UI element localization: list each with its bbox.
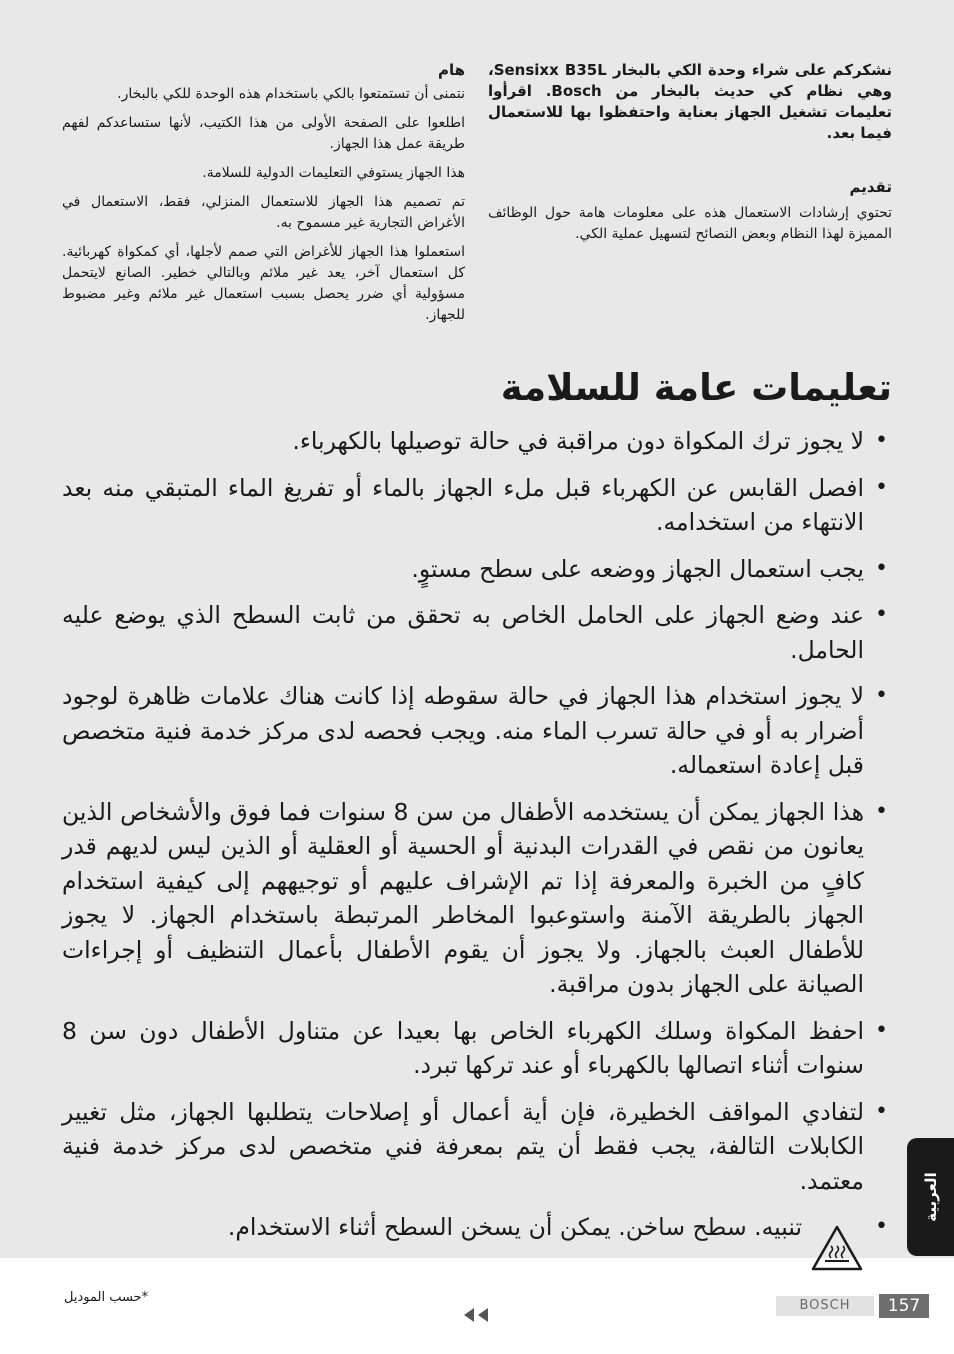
preface-heading: تقديم — [849, 178, 892, 196]
preface-text: تحتوي إرشادات الاستعمال هذه على معلومات هامة حول الوظائف المميزة لهذا النظام وبعض النصائح لتسهيل عملية الكي. — [488, 205, 892, 242]
page-number: 157 — [879, 1294, 929, 1318]
intro-column — [488, 60, 892, 245]
important-note: هذا الجهاز يستوفي التعليمات الدولية للسلامة. — [202, 165, 465, 181]
safety-list — [62, 424, 892, 1257]
model-footnote: *حسب الموديل — [64, 1290, 149, 1305]
hot-surface-warning-item — [62, 1210, 892, 1245]
important-note: تم تصميم هذا الجهاز للاستعمال المنزلي، فقط، الاستعمال في الأغراض التجارية غير مسموح به. — [62, 194, 465, 231]
hot-surface-warning-icon — [810, 1224, 864, 1272]
intro-text: نشكركم على شراء وحدة الكي بالبخار Sensixx B35L، وهي نظام كي حديث بالبخار من Bosch. اقرأوا تعليمات تشغيل الجهاز بعناية واحتفظوا بها للاستعمال فيما بعد. — [488, 61, 892, 142]
important-note: استعملوا هذا الجهاز للأغراض التي صمم لأجلها، أي كمكواة كهربائية. كل استعمال آخر، يعد غير ملائم وبالتالي خطير. الصانع لايتحمل مسؤولية أي ضرر يحصل بسبب استعمال غير ملائم وغير مضبوط للجهاز. — [62, 244, 465, 323]
safety-item: • عند وضع الجهاز على الحامل الخاص به تحقق من ثابت السطح الذي يوضع عليه الحامل. — [62, 598, 892, 667]
hot-surface-warning-text: تنبيه. سطح ساخن. يمكن أن يسخن السطح أثناء الاستخدام. — [227, 1213, 802, 1241]
important-note: اطلعوا على الصفحة الأولى من هذا الكتيب، لأنها ستساعدكم لفهم طريقة عمل هذا الجهاز. — [62, 115, 465, 152]
safety-item: • لا يجوز استخدام هذا الجهاز في حالة سقوطه إذا كانت هناك علامات ظاهرة لوجود أضرار به أو في حالة تسرب الماء منه. ويجب فحصه لدى مركز خدمة فنية متخصص قبل إعادة استعماله. — [62, 679, 892, 783]
safety-item: • احفظ المكواة وسلك الكهرباء الخاص بها بعيدا عن متناول الأطفال دون سن 8 سنوات أثناء اتصالها بالكهرباء أو عند تركها تبرد. — [62, 1014, 892, 1083]
brand-label: BOSCH — [776, 1296, 874, 1316]
safety-item: • افصل القابس عن الكهرباء قبل ملء الجهاز بالماء أو تفريغ الماء المتبقي منه بعد الانتهاء من استخدامه. — [62, 471, 892, 540]
important-heading: هام — [437, 61, 465, 79]
safety-item: • لا يجوز ترك المكواة دون مراقبة في حالة توصيلها بالكهرباء. — [62, 424, 892, 459]
safety-item: • لتفادي المواقف الخطيرة، فإن أية أعمال أو إصلاحات يتطلبها الجهاز، مثل تغيير الكابلات التالفة، يجب فقط أن يتم بمعرفة فني متخصص لدى مركز خدمة فنية معتمد. — [62, 1095, 892, 1199]
safety-item: • يجب استعمال الجهاز ووضعه على سطح مستوٍ. — [62, 552, 892, 587]
language-tab — [907, 1138, 954, 1256]
double-chevron-left-icon — [462, 1306, 492, 1324]
important-column — [62, 60, 465, 334]
safety-item: • هذا الجهاز يمكن أن يستخدمه الأطفال من سن 8 سنوات فما فوق والأشخاص الذين يعانون من نقص في القدرات البدنية أو الحسية أو العقلية أو الذين ليس لديهم قدر كافٍ من الخبرة والمعرفة إذا تم الإشراف عليهم أو توجيههم إلى كيفية استخدام الجهاز بالطريقة الآمنة واستوعبوا المخاطر المرتبطة باستخدام الجهاز. لا يجوز للأطفال العبث بالجهاز. ولا يجوز أن يقوم الأطفال بأعمال التنظيف أو إجراءات الصيانة على الجهاز بدون مراقبة. — [62, 795, 892, 1002]
safety-title: تعليمات عامة للسلامة — [500, 366, 892, 409]
language-tab-label: العربية — [921, 1172, 940, 1222]
important-note: نتمنى أن تستمتعوا بالكي باستخدام هذه الوحدة للكي بالبخار. — [117, 86, 465, 102]
